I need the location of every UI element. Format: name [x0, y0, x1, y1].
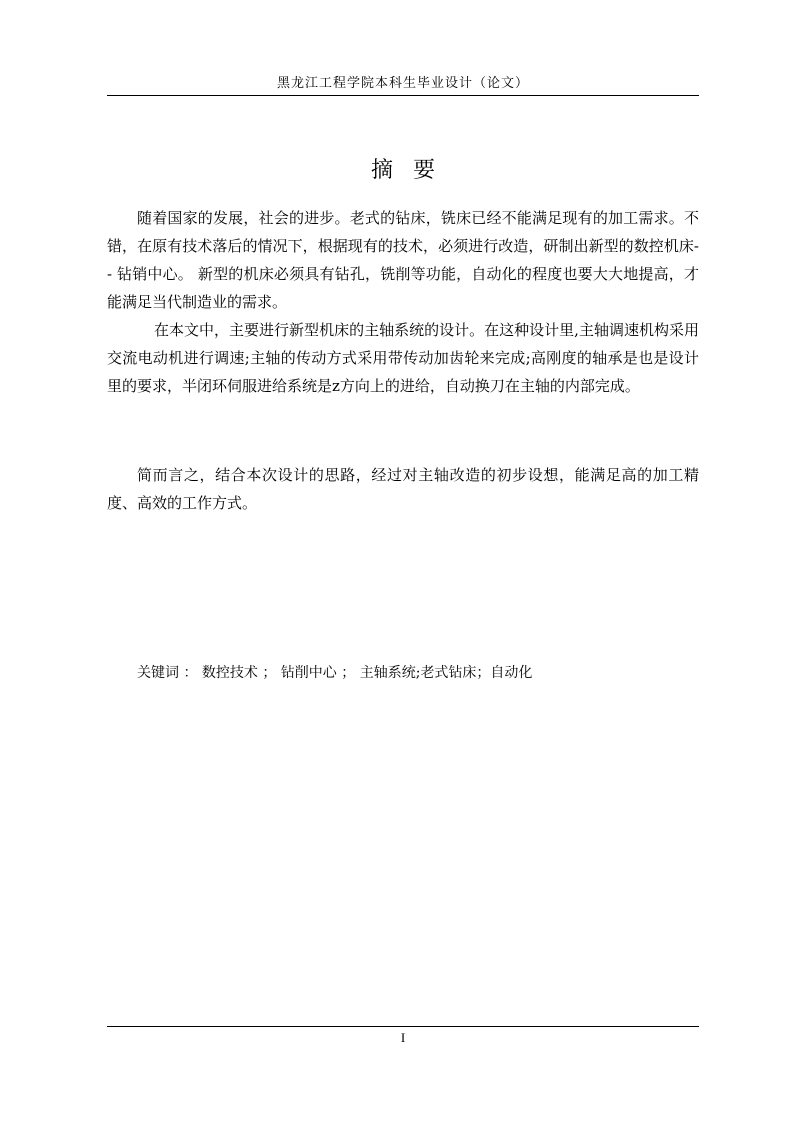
abstract-paragraph-3: 简而言之，结合本次设计的思路，经过对主轴改造的初步设想，能满足高的加工精度、高效的工作方式。	[107, 466, 699, 512]
abstract-paragraph-2: 在本文中，主要进行新型机床的主轴系统的设计。在这种设计里,主轴调速机构采用交流电动机进行调速;主轴的传动方式采用带传动加齿轮来完成;高刚度的轴承是也是设计里的要求，半闭环伺服进给系统是z方向上的进给，自动换刀在主轴的内部完成。	[107, 321, 699, 395]
footer-rule	[107, 1026, 699, 1027]
abstract-title-char-2: 要	[413, 158, 436, 183]
page-number: I	[400, 1030, 406, 1045]
abstract-paragraph-1: 随着国家的发展，社会的进步。老式的钻床，铣床已经不能满足现有的加工需求。不错，在原有技术落后的情况下，根据现有的技术，必须进行改造，研制出新型的数控机床-- 钻销中心。 新型的机床必须具有钻孔，铣削等功能，自动化的程度也要大大地提高，才能满足当代制造业的需求。	[107, 209, 699, 311]
running-header: 黑龙江工程学院本科生毕业设计（论文）	[276, 76, 529, 91]
header-rule	[107, 95, 699, 96]
abstract-title-char-1: 摘	[370, 158, 393, 183]
keywords-line: 关键词 ： 数控技术 ； 钻削中心 ； 主轴系统;老式钻床；自动化	[137, 665, 533, 681]
abstract-title	[107, 157, 699, 185]
